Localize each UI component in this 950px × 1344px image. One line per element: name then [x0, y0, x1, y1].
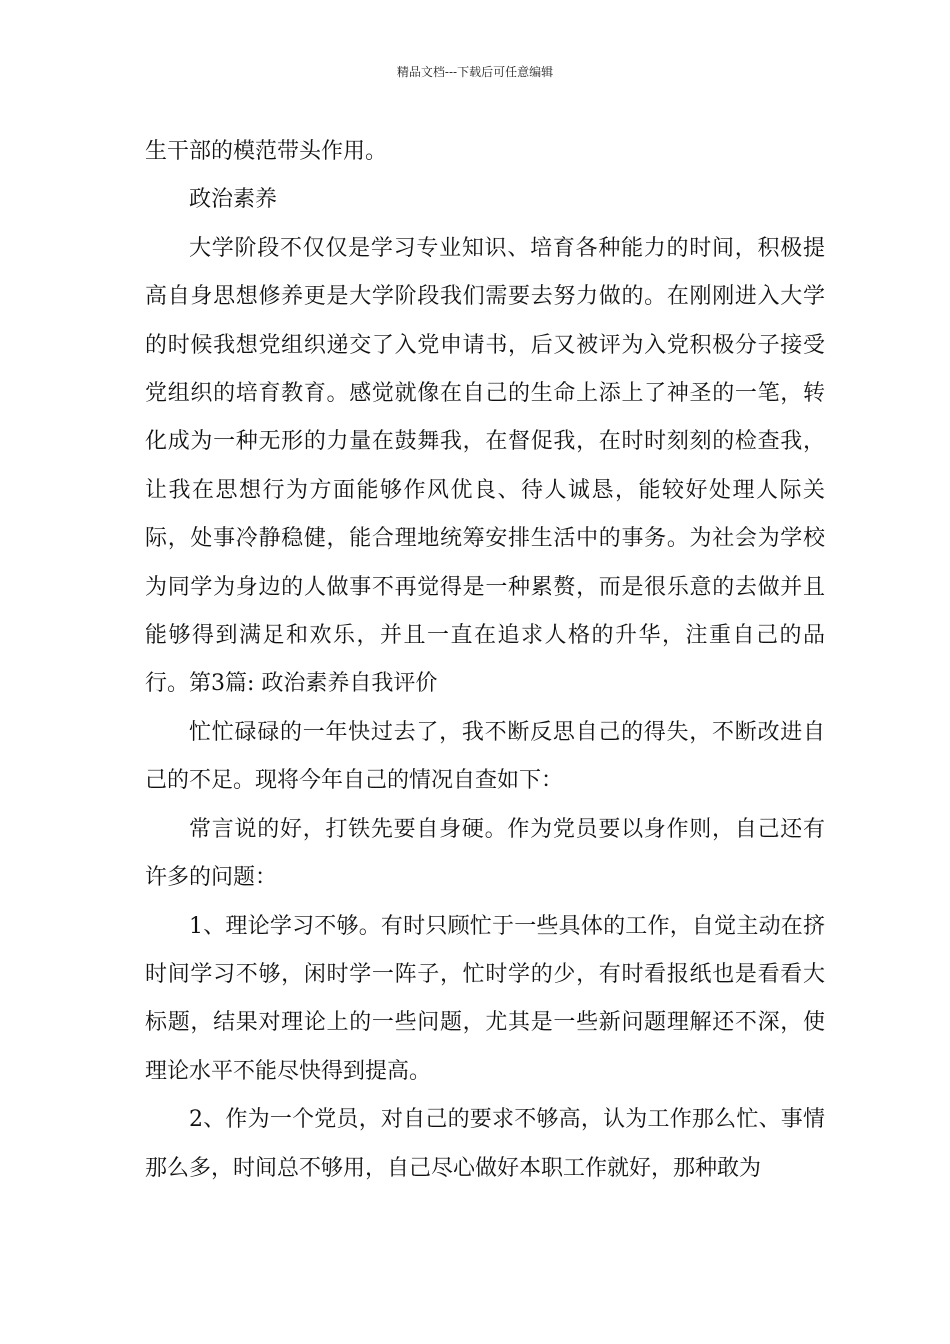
paragraph-1: 生干部的模范带头作用。	[145, 139, 388, 164]
paragraph-7: 2、作为一个党员，对自己的要求不够高，认为工作那么忙、事情那么多，时间总不够用，自己尽心做好本职工作就好，那种敢为	[145, 1107, 825, 1181]
paragraph-5: 常言说的好，打铁先要自身硬。作为党员要以身作则，自己还有许多的问题：	[145, 816, 825, 891]
paragraph-6: 1、理论学习不够。有时只顾忙于一些具体的工作，自觉主动在挤时间学习不够，闲时学一阵子，忙时学的少，有时看报纸也是看看大标题，结果对理论上的一些问题，尤其是一些新问题理解还不深，使理论水平不能尽快得到提高。	[145, 913, 825, 1084]
document-body	[145, 128, 825, 1193]
section-heading: 政治素养	[189, 187, 278, 213]
paragraph-4: 忙忙碌碌的一年快过去了，我不断反思自己的得失，不断改进自己的不足。现将今年自己的情况自查如下：	[145, 719, 825, 794]
paragraph-3: 大学阶段不仅仅是学习专业知识、培育各种能力的时间，积极提高自身思想修养更是大学阶段我们需要去努力做的。在刚刚进入大学的时候我想党组织递交了入党申请书，后又被评为入党积极分子接受党组织的培育教育。感觉就像在自己的生命上添上了神圣的一笔，转化成为一种无形的力量在鼓舞我，在督促我，在时时刻刻的检查我，让我在思想行为方面能够作风优良、待人诚恳，能较好处理人际关际，处事冷静稳健，能合理地统筹安排生活中的事务。为社会为学校为同学为身边的人做事不再觉得是一种累赘，而是很乐意的去做并且能够得到满足和欢乐，并且一直在追求人格的升华，注重自己的品行。第3篇: 政治素养自我评价	[145, 235, 825, 697]
page-header: 精品文档---下载后可任意编辑	[396, 65, 554, 79]
